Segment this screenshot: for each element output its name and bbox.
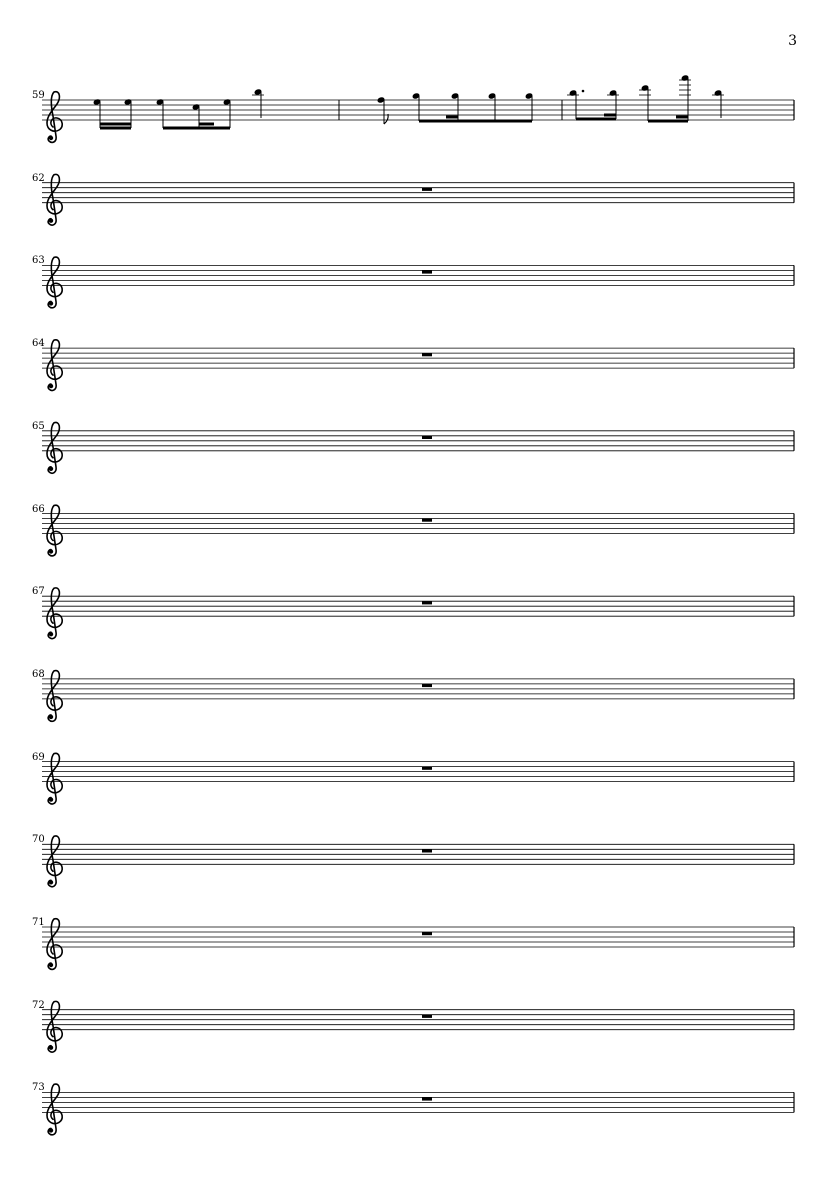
treble-clef-icon [47, 422, 62, 473]
whole-rest [422, 601, 432, 604]
measure-number: 73 [32, 1082, 45, 1094]
treble-clef-icon [47, 1084, 62, 1135]
beam [648, 120, 688, 123]
beam [199, 123, 214, 126]
measure-number: 65 [32, 420, 45, 432]
measure-number: 70 [32, 834, 45, 846]
treble-clef-icon [47, 257, 62, 308]
whole-rest [422, 353, 432, 356]
treble-clef-icon [47, 836, 62, 887]
treble-clef-icon [47, 340, 62, 391]
treble-clef-icon [47, 1001, 62, 1052]
whole-rest [422, 932, 432, 935]
treble-clef-icon [47, 174, 62, 225]
whole-rest [422, 188, 432, 191]
measure-number: 66 [32, 503, 45, 515]
note-flag [384, 114, 388, 124]
beam [446, 116, 458, 119]
staff-system [42, 588, 794, 639]
whole-rest [422, 684, 432, 687]
treble-clef-icon [47, 919, 62, 970]
staff-system [42, 74, 794, 142]
staff-system [42, 1084, 794, 1135]
beam [419, 120, 532, 123]
measure-number: 72 [32, 999, 45, 1011]
staff-system [42, 505, 794, 556]
staff-system [42, 257, 794, 308]
staff-system [42, 836, 794, 887]
beam [100, 123, 131, 126]
beam [676, 116, 688, 119]
staff-system [42, 422, 794, 473]
staff-system [42, 340, 794, 391]
treble-clef-icon [47, 588, 62, 639]
staff-system [42, 671, 794, 722]
measure-number: 59 [32, 90, 45, 101]
whole-rest [422, 1097, 432, 1100]
measure-number: 62 [32, 172, 45, 184]
whole-rest [422, 519, 432, 522]
beam [604, 114, 616, 117]
staff-system [42, 753, 794, 804]
treble-clef-icon [47, 505, 62, 556]
whole-rest [422, 1015, 432, 1018]
treble-clef-icon [47, 671, 62, 722]
measure-number: 71 [32, 917, 45, 928]
measure-number: 64 [32, 338, 45, 350]
whole-rest [422, 849, 432, 852]
treble-clef-icon [47, 92, 62, 143]
page-number: 3 [788, 33, 797, 49]
measure-number: 69 [32, 751, 45, 763]
staff-system [42, 919, 794, 970]
beam [163, 127, 230, 130]
dot [582, 90, 585, 93]
whole-rest [422, 436, 432, 439]
measure-number: 67 [32, 586, 45, 598]
whole-rest [422, 767, 432, 770]
treble-clef-icon [47, 753, 62, 804]
staff-system [42, 1001, 794, 1052]
staff-system [42, 174, 794, 225]
beam [576, 118, 616, 121]
beam [100, 127, 131, 130]
whole-rest [422, 270, 432, 273]
measure-number: 63 [32, 255, 45, 267]
measure-number: 68 [32, 668, 45, 680]
